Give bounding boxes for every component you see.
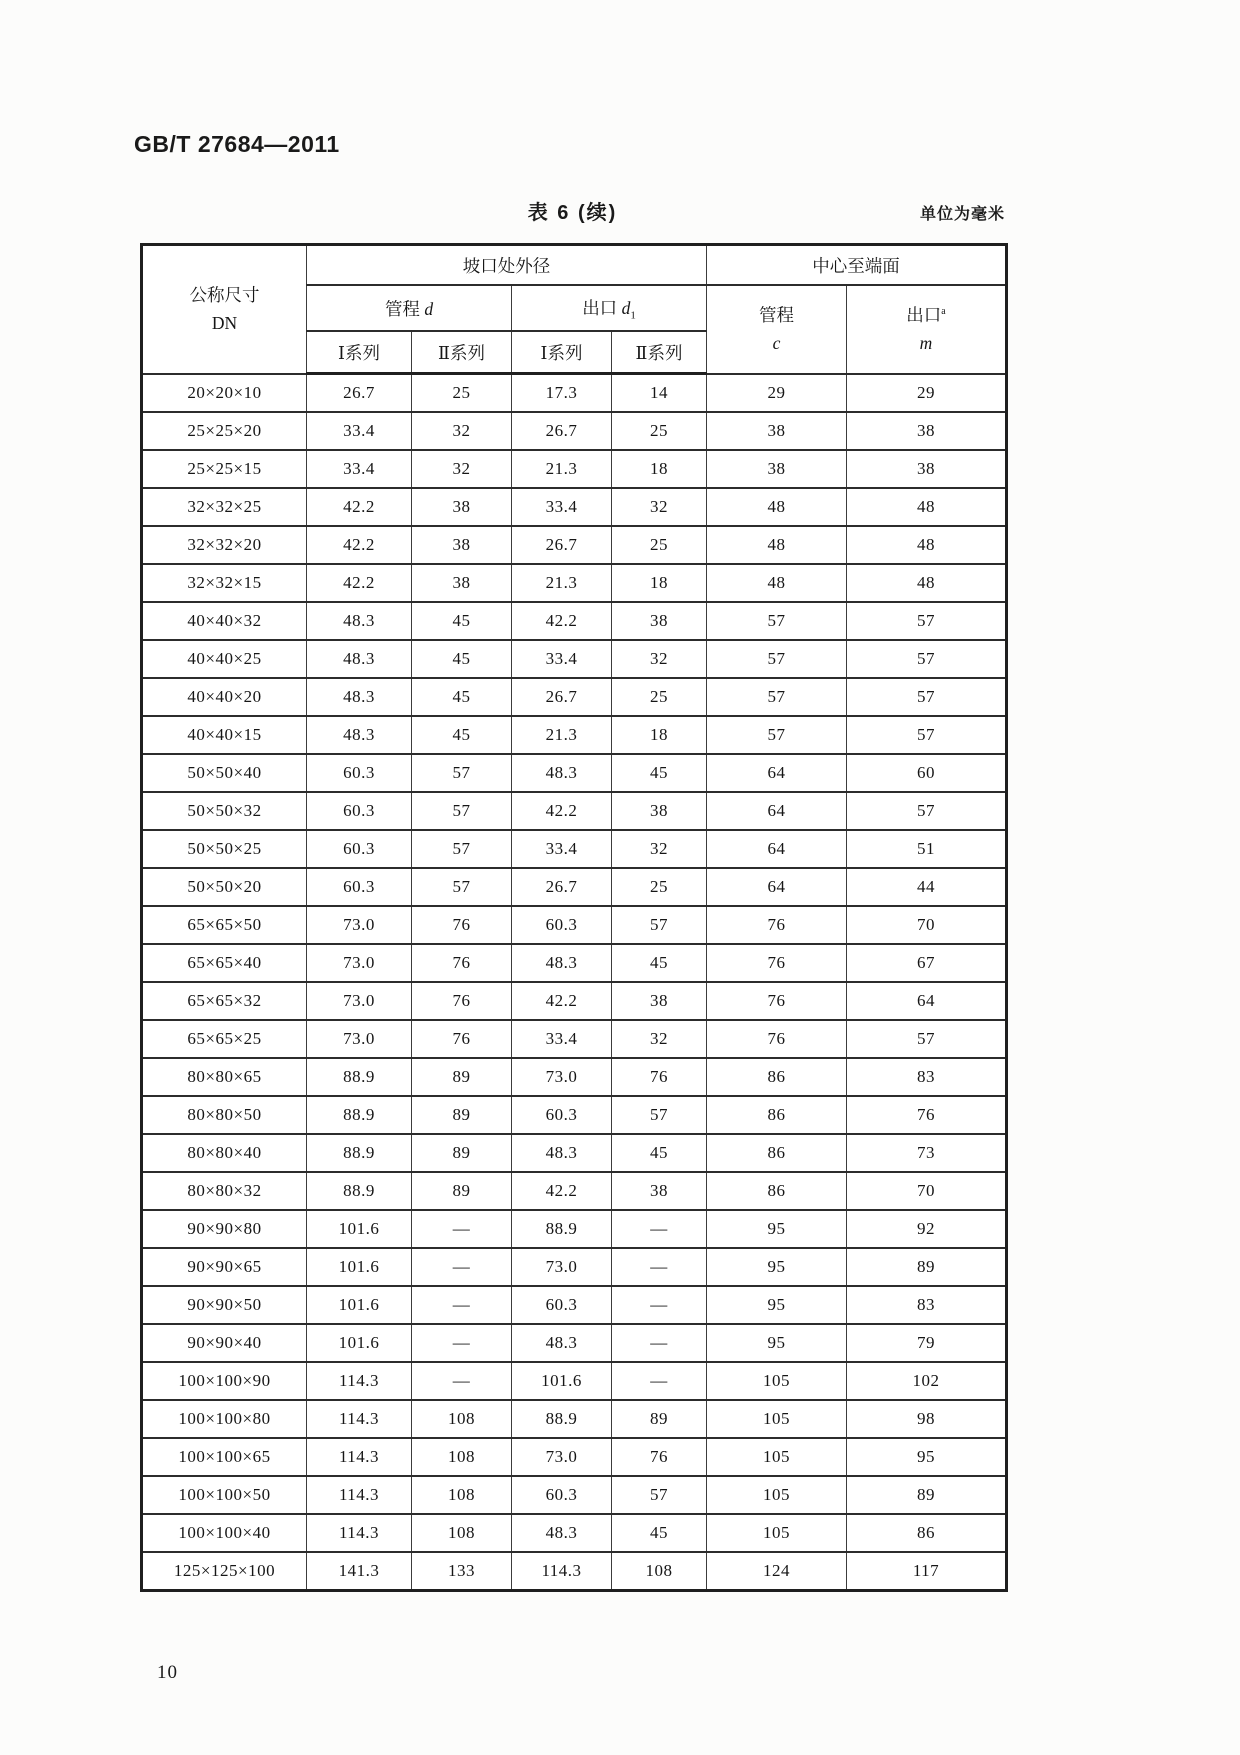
value-cell: 25 <box>612 412 707 450</box>
value-cell: 38 <box>412 526 512 564</box>
value-cell: 38 <box>612 1172 707 1210</box>
value-cell: 76 <box>707 906 847 944</box>
table-row <box>142 906 1007 944</box>
value-cell: 51 <box>847 830 1007 868</box>
value-cell: 95 <box>707 1248 847 1286</box>
dn-cell: 80×80×65 <box>142 1058 307 1096</box>
col-header-center-run-c: 管程 c <box>707 285 847 374</box>
value-cell: 76 <box>612 1438 707 1476</box>
table-row <box>142 1324 1007 1362</box>
value-cell: 141.3 <box>307 1552 412 1591</box>
value-cell: 38 <box>612 982 707 1020</box>
value-cell: 57 <box>707 678 847 716</box>
value-cell: 32 <box>612 830 707 868</box>
value-cell: 29 <box>707 374 847 413</box>
value-cell: 73 <box>847 1134 1007 1172</box>
value-cell: 89 <box>412 1096 512 1134</box>
value-cell: 73.0 <box>512 1058 612 1096</box>
value-cell: 89 <box>412 1058 512 1096</box>
value-cell: 88.9 <box>307 1134 412 1172</box>
table-body <box>142 374 1007 1591</box>
value-cell: 79 <box>847 1324 1007 1362</box>
value-cell: 38 <box>707 450 847 488</box>
dn-cell: 32×32×25 <box>142 488 307 526</box>
footnote-marker-a: a <box>941 306 946 318</box>
value-cell: 45 <box>412 602 512 640</box>
dn-cell: 65×65×50 <box>142 906 307 944</box>
value-cell: 17.3 <box>512 374 612 413</box>
col-group-bevel-od: 坡口处外径 <box>307 245 707 286</box>
value-cell: 95 <box>707 1286 847 1324</box>
table-row <box>142 1134 1007 1172</box>
value-cell: 98 <box>847 1400 1007 1438</box>
value-cell: 42.2 <box>307 526 412 564</box>
value-cell: 86 <box>847 1514 1007 1552</box>
value-cell: 108 <box>612 1552 707 1591</box>
value-cell: 29 <box>847 374 1007 413</box>
value-cell: 64 <box>847 982 1007 1020</box>
value-cell: 33.4 <box>512 488 612 526</box>
value-cell: — <box>612 1210 707 1248</box>
col-group-center-to-end: 中心至端面 <box>707 245 1007 286</box>
col-header-center-outlet-m: 出口$^a$ m <box>847 285 1007 374</box>
dn-cell: 50×50×32 <box>142 792 307 830</box>
value-cell: 48 <box>707 564 847 602</box>
value-cell: 86 <box>707 1096 847 1134</box>
value-cell: 32 <box>412 450 512 488</box>
value-cell: 101.6 <box>307 1248 412 1286</box>
value-cell: 57 <box>612 1096 707 1134</box>
value-cell: 45 <box>612 1514 707 1552</box>
value-cell: 26.7 <box>512 678 612 716</box>
value-cell: — <box>612 1362 707 1400</box>
value-cell: 108 <box>412 1400 512 1438</box>
dn-label-line1: 公称尺寸 <box>189 285 260 306</box>
value-cell: 14 <box>612 374 707 413</box>
table-row <box>142 830 1007 868</box>
value-cell: 83 <box>847 1286 1007 1324</box>
value-cell: 48.3 <box>512 1134 612 1172</box>
table-row <box>142 488 1007 526</box>
col-subgroup-run-d: 管程 d <box>307 285 512 331</box>
table-row <box>142 944 1007 982</box>
value-cell: 114.3 <box>307 1476 412 1514</box>
value-cell: 95 <box>707 1324 847 1362</box>
value-cell: 114.3 <box>307 1400 412 1438</box>
value-cell: 57 <box>612 906 707 944</box>
value-cell: 73.0 <box>307 906 412 944</box>
value-cell: 57 <box>707 716 847 754</box>
value-cell: 73.0 <box>307 944 412 982</box>
value-cell: 92 <box>847 1210 1007 1248</box>
value-cell: 105 <box>707 1400 847 1438</box>
value-cell: 32 <box>412 412 512 450</box>
dn-cell: 90×90×80 <box>142 1210 307 1248</box>
dn-cell: 40×40×15 <box>142 716 307 754</box>
value-cell: 57 <box>847 1020 1007 1058</box>
value-cell: 48.3 <box>512 1514 612 1552</box>
value-cell: 105 <box>707 1514 847 1552</box>
dn-cell: 32×32×15 <box>142 564 307 602</box>
value-cell: 73.0 <box>512 1438 612 1476</box>
value-cell: 105 <box>707 1476 847 1514</box>
value-cell: 89 <box>612 1400 707 1438</box>
value-cell: 60.3 <box>512 906 612 944</box>
value-cell: 48 <box>847 526 1007 564</box>
value-cell: 76 <box>707 982 847 1020</box>
dn-label-line2: DN <box>211 313 238 334</box>
value-cell: 89 <box>412 1172 512 1210</box>
value-cell: 114.3 <box>307 1514 412 1552</box>
value-cell: 83 <box>847 1058 1007 1096</box>
value-cell: — <box>412 1324 512 1362</box>
value-cell: 48.3 <box>307 678 412 716</box>
dn-cell: 100×100×40 <box>142 1514 307 1552</box>
dn-cell: 25×25×20 <box>142 412 307 450</box>
value-cell: 70 <box>847 1172 1007 1210</box>
value-cell: 25 <box>612 526 707 564</box>
value-cell: 42.2 <box>512 982 612 1020</box>
value-cell: 95 <box>707 1210 847 1248</box>
value-cell: 38 <box>412 488 512 526</box>
value-cell: 48 <box>847 564 1007 602</box>
table-row <box>142 1210 1007 1248</box>
dn-cell: 90×90×50 <box>142 1286 307 1324</box>
value-cell: 33.4 <box>307 450 412 488</box>
dn-cell: 25×25×15 <box>142 450 307 488</box>
table-row <box>142 1514 1007 1552</box>
table-row <box>142 1476 1007 1514</box>
value-cell: 76 <box>412 944 512 982</box>
table-row <box>142 640 1007 678</box>
value-cell: 60.3 <box>307 868 412 906</box>
value-cell: 114.3 <box>307 1362 412 1400</box>
value-cell: 76 <box>707 1020 847 1058</box>
table-row <box>142 374 1007 413</box>
dn-cell: 40×40×25 <box>142 640 307 678</box>
value-cell: 86 <box>707 1172 847 1210</box>
value-cell: 57 <box>847 716 1007 754</box>
value-cell: 60.3 <box>512 1096 612 1134</box>
value-cell: 57 <box>847 640 1007 678</box>
value-cell: 48 <box>847 488 1007 526</box>
dn-cell: 80×80×50 <box>142 1096 307 1134</box>
value-cell: 88.9 <box>307 1172 412 1210</box>
table-row <box>142 1438 1007 1476</box>
value-cell: 45 <box>412 640 512 678</box>
table-row <box>142 982 1007 1020</box>
value-cell: 25 <box>612 678 707 716</box>
value-cell: 76 <box>612 1058 707 1096</box>
value-cell: 67 <box>847 944 1007 982</box>
value-cell: 45 <box>612 754 707 792</box>
value-cell: — <box>412 1286 512 1324</box>
table-row <box>142 1172 1007 1210</box>
dn-cell: 100×100×90 <box>142 1362 307 1400</box>
value-cell: 42.2 <box>512 1172 612 1210</box>
value-cell: 33.4 <box>512 640 612 678</box>
value-cell: 76 <box>847 1096 1007 1134</box>
dn-cell: 100×100×80 <box>142 1400 307 1438</box>
unit-note: 单位为毫米 <box>919 206 1005 223</box>
value-cell: 42.2 <box>307 564 412 602</box>
table-row <box>142 1552 1007 1591</box>
value-cell: 101.6 <box>307 1210 412 1248</box>
table-row <box>142 1058 1007 1096</box>
value-cell: 76 <box>412 1020 512 1058</box>
col-subgroup-outlet-d1: 出口 $d_1$ <box>512 285 707 331</box>
value-cell: 45 <box>612 944 707 982</box>
value-cell: 60.3 <box>512 1286 612 1324</box>
dn-cell: 80×80×40 <box>142 1134 307 1172</box>
value-cell: 86 <box>707 1134 847 1172</box>
value-cell: 60.3 <box>307 792 412 830</box>
value-cell: 64 <box>707 792 847 830</box>
value-cell: 48.3 <box>512 754 612 792</box>
table-row <box>142 1400 1007 1438</box>
value-cell: 48.3 <box>307 716 412 754</box>
value-cell: 76 <box>412 906 512 944</box>
value-cell: — <box>612 1248 707 1286</box>
table-row <box>142 564 1007 602</box>
value-cell: 38 <box>847 412 1007 450</box>
value-cell: 105 <box>707 1438 847 1476</box>
value-cell: 101.6 <box>307 1324 412 1362</box>
table-row <box>142 1096 1007 1134</box>
value-cell: 21.3 <box>512 716 612 754</box>
table-row <box>142 792 1007 830</box>
dn-cell: 40×40×32 <box>142 602 307 640</box>
value-cell: 60.3 <box>307 830 412 868</box>
value-cell: 38 <box>847 450 1007 488</box>
dn-cell: 65×65×32 <box>142 982 307 1020</box>
dn-cell: 90×90×65 <box>142 1248 307 1286</box>
dn-cell: 32×32×20 <box>142 526 307 564</box>
value-cell: 57 <box>847 792 1007 830</box>
value-cell: 76 <box>412 982 512 1020</box>
value-cell: 108 <box>412 1476 512 1514</box>
col-header-series2-run: Ⅱ系列 <box>412 331 512 374</box>
value-cell: 88.9 <box>307 1058 412 1096</box>
value-cell: — <box>412 1362 512 1400</box>
value-cell: 88.9 <box>512 1210 612 1248</box>
value-cell: 32 <box>612 488 707 526</box>
value-cell: 18 <box>612 450 707 488</box>
value-cell: 26.7 <box>307 374 412 413</box>
table-row <box>142 1248 1007 1286</box>
value-cell: 76 <box>707 944 847 982</box>
value-cell: 57 <box>412 868 512 906</box>
value-cell: 32 <box>612 640 707 678</box>
col-header-dn <box>142 245 307 374</box>
value-cell: 57 <box>847 602 1007 640</box>
dn-cell: 50×50×40 <box>142 754 307 792</box>
value-cell: 89 <box>412 1134 512 1172</box>
value-cell: 101.6 <box>512 1362 612 1400</box>
value-cell: 48.3 <box>512 944 612 982</box>
col-header-series1-run: Ⅰ系列 <box>307 331 412 374</box>
value-cell: 33.4 <box>512 830 612 868</box>
value-cell: 57 <box>412 792 512 830</box>
table-row <box>142 602 1007 640</box>
value-cell: 108 <box>412 1438 512 1476</box>
value-cell: 45 <box>412 678 512 716</box>
table-row <box>142 868 1007 906</box>
value-cell: — <box>412 1210 512 1248</box>
value-cell: 60.3 <box>307 754 412 792</box>
value-cell: 114.3 <box>512 1552 612 1591</box>
value-cell: 86 <box>707 1058 847 1096</box>
dn-cell: 40×40×20 <box>142 678 307 716</box>
table-title: 表 6 (续) <box>527 202 618 224</box>
value-cell: 95 <box>847 1438 1007 1476</box>
table-header <box>142 245 1007 374</box>
page-number: 10 <box>157 1662 178 1683</box>
value-cell: 57 <box>412 830 512 868</box>
value-cell: 44 <box>847 868 1007 906</box>
dn-cell: 50×50×25 <box>142 830 307 868</box>
dn-cell: 100×100×65 <box>142 1438 307 1476</box>
value-cell: 57 <box>412 754 512 792</box>
value-cell: 42.2 <box>512 602 612 640</box>
value-cell: 108 <box>412 1514 512 1552</box>
value-cell: 45 <box>412 716 512 754</box>
value-cell: 33.4 <box>512 1020 612 1058</box>
value-cell: 124 <box>707 1552 847 1591</box>
value-cell: 60.3 <box>512 1476 612 1514</box>
table-row <box>142 754 1007 792</box>
dn-cell: 20×20×10 <box>142 374 307 413</box>
value-cell: 133 <box>412 1552 512 1591</box>
value-cell: 21.3 <box>512 564 612 602</box>
value-cell: 88.9 <box>307 1096 412 1134</box>
value-cell: 25 <box>612 868 707 906</box>
value-cell: 64 <box>707 754 847 792</box>
value-cell: 57 <box>847 678 1007 716</box>
value-cell: 114.3 <box>307 1438 412 1476</box>
value-cell: 26.7 <box>512 868 612 906</box>
value-cell: 89 <box>847 1248 1007 1286</box>
dn-cell: 100×100×50 <box>142 1476 307 1514</box>
value-cell: 73.0 <box>512 1248 612 1286</box>
dn-cell: 65×65×25 <box>142 1020 307 1058</box>
value-cell: 38 <box>707 412 847 450</box>
value-cell: 57 <box>707 602 847 640</box>
value-cell: 26.7 <box>512 412 612 450</box>
value-cell: 105 <box>707 1362 847 1400</box>
dn-cell: 90×90×40 <box>142 1324 307 1362</box>
value-cell: 64 <box>707 830 847 868</box>
value-cell: 25 <box>412 374 512 413</box>
table-row <box>142 1020 1007 1058</box>
dn-cell: 65×65×40 <box>142 944 307 982</box>
value-cell: 64 <box>707 868 847 906</box>
value-cell: 26.7 <box>512 526 612 564</box>
value-cell: 60 <box>847 754 1007 792</box>
value-cell: 102 <box>847 1362 1007 1400</box>
value-cell: 117 <box>847 1552 1007 1591</box>
value-cell: 21.3 <box>512 450 612 488</box>
document-number: GB/T 27684—2011 <box>134 131 340 157</box>
value-cell: — <box>612 1324 707 1362</box>
table-row <box>142 526 1007 564</box>
value-cell: — <box>612 1286 707 1324</box>
value-cell: 73.0 <box>307 1020 412 1058</box>
value-cell: 38 <box>612 602 707 640</box>
value-cell: — <box>412 1248 512 1286</box>
value-cell: 101.6 <box>307 1286 412 1324</box>
value-cell: 57 <box>612 1476 707 1514</box>
value-cell: 38 <box>612 792 707 830</box>
col-header-series2-outlet: Ⅱ系列 <box>612 331 707 374</box>
table-row <box>142 412 1007 450</box>
table-row <box>142 1286 1007 1324</box>
table6 <box>140 243 1008 1592</box>
dn-cell: 80×80×32 <box>142 1172 307 1210</box>
table-row <box>142 450 1007 488</box>
col-header-series1-outlet: Ⅰ系列 <box>512 331 612 374</box>
value-cell: 33.4 <box>307 412 412 450</box>
value-cell: 48 <box>707 488 847 526</box>
value-cell: 48.3 <box>307 640 412 678</box>
dn-cell: 50×50×20 <box>142 868 307 906</box>
table-row <box>142 1362 1007 1400</box>
value-cell: 18 <box>612 716 707 754</box>
value-cell: 18 <box>612 564 707 602</box>
value-cell: 42.2 <box>307 488 412 526</box>
value-cell: 45 <box>612 1134 707 1172</box>
dn-cell: 125×125×100 <box>142 1552 307 1591</box>
value-cell: 38 <box>412 564 512 602</box>
value-cell: 73.0 <box>307 982 412 1020</box>
value-cell: 57 <box>707 640 847 678</box>
table-row <box>142 716 1007 754</box>
value-cell: 89 <box>847 1476 1007 1514</box>
value-cell: 48.3 <box>512 1324 612 1362</box>
value-cell: 32 <box>612 1020 707 1058</box>
value-cell: 88.9 <box>512 1400 612 1438</box>
value-cell: 48 <box>707 526 847 564</box>
value-cell: 70 <box>847 906 1007 944</box>
table-row <box>142 678 1007 716</box>
value-cell: 48.3 <box>307 602 412 640</box>
value-cell: 42.2 <box>512 792 612 830</box>
